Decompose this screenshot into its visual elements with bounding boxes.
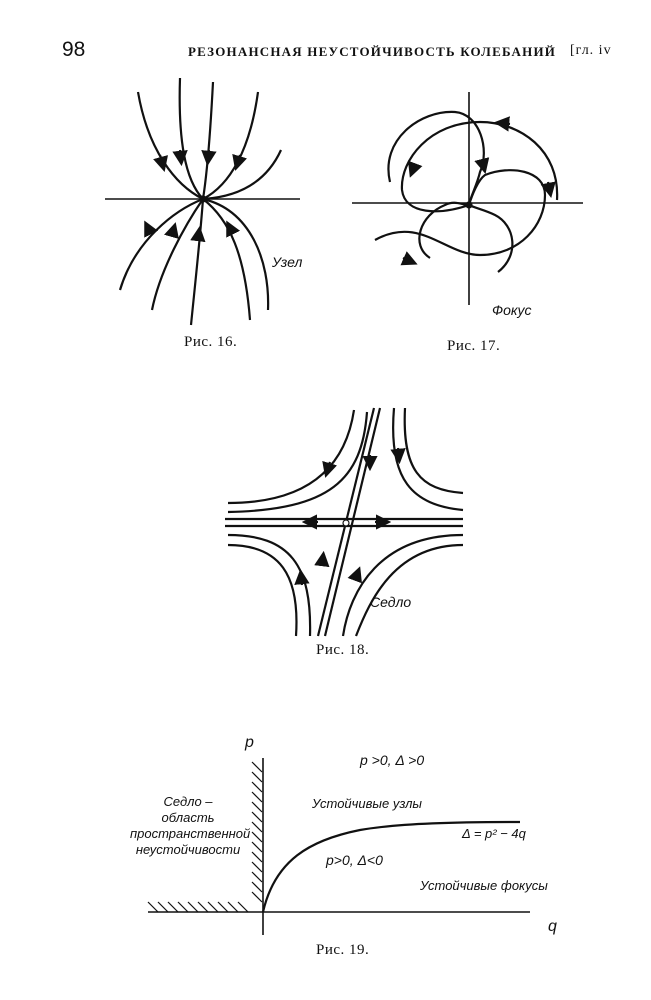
saddle-text-line: область xyxy=(161,810,215,825)
fig16-arrow xyxy=(180,150,181,160)
figure-18-saddle xyxy=(225,408,463,636)
fig19-saddle-region-text xyxy=(130,794,251,858)
figure-16-node xyxy=(105,78,303,325)
fig18-trajectory xyxy=(393,408,463,510)
fig16-trajectory xyxy=(203,199,268,310)
saddle-text-line: пространственной xyxy=(130,826,251,841)
fig17-spiral xyxy=(469,205,512,272)
fig18-trajectory xyxy=(356,545,463,636)
fig18-trajectory xyxy=(343,535,463,636)
fig18-saddle-point xyxy=(343,520,349,526)
fig17-arrow xyxy=(500,123,510,124)
fig18-label: Седло xyxy=(370,594,412,610)
page-number: 98 xyxy=(62,38,86,61)
fig19-p-axis-label: p xyxy=(245,734,254,751)
fig16-label: Узел xyxy=(272,254,303,270)
fig19-region-top: p >0, Δ >0 xyxy=(360,752,425,768)
saddle-text-line: Седло – xyxy=(163,794,213,809)
fig16-trajectory xyxy=(191,199,203,325)
fig16-arrow xyxy=(147,226,150,232)
fig17-arrow xyxy=(412,164,415,172)
fig18-trajectory xyxy=(228,535,310,636)
fig18-arrow xyxy=(398,448,399,458)
fig17-spiral xyxy=(375,170,545,255)
fig16-node-point xyxy=(201,197,206,202)
fig16-caption: Рис. 16. xyxy=(184,334,238,350)
fig19-stable-nodes: Устойчивые узлы xyxy=(312,796,422,811)
fig17-label: Фокус xyxy=(492,302,532,318)
fig17-caption: Рис. 17. xyxy=(447,338,501,354)
fig19-caption: Рис. 19. xyxy=(316,942,370,958)
fig18-arrow xyxy=(301,575,302,585)
fig19-region-mid: p>0, Δ<0 xyxy=(326,852,383,868)
fig16-arrow xyxy=(198,232,199,240)
fig19-stable-foci: Устойчивые фокусы xyxy=(420,878,548,893)
fig16-arrow xyxy=(172,228,174,235)
fig16-trajectory xyxy=(152,199,203,310)
fig19-hatching-vertical xyxy=(252,762,262,902)
running-title: РЕЗОНАНСНАЯ НЕУСТОЙЧИВОСТЬ КОЛЕБАНИЙ xyxy=(188,44,557,59)
fig18-trajectory xyxy=(228,412,367,512)
fig18-caption: Рис. 18. xyxy=(316,642,370,658)
fig16-trajectory xyxy=(203,82,213,199)
fig18-arrow xyxy=(322,557,323,565)
fig16-trajectory xyxy=(180,78,203,199)
fig16-arrow xyxy=(160,155,163,166)
fig18-arrow xyxy=(327,462,330,472)
fig19-hatching-horizontal xyxy=(148,902,248,912)
fig17-spiral xyxy=(402,122,557,211)
fig19-q-axis-label: q xyxy=(548,918,557,935)
fig16-arrow xyxy=(208,150,209,160)
fig17-arrow xyxy=(403,258,412,262)
fig18-trajectory xyxy=(228,545,296,636)
figure-17-focus xyxy=(352,92,583,305)
saddle-text-line: неустойчивости xyxy=(135,842,241,857)
fig18-trajectory xyxy=(405,408,463,493)
fig19-curve-label: Δ = p² − 4q xyxy=(462,826,526,841)
fig18-arrow xyxy=(355,572,358,580)
fig17-arrow xyxy=(548,182,550,192)
fig16-arrow xyxy=(237,155,240,165)
fig18-trajectory xyxy=(228,410,354,503)
fig16-trajectory xyxy=(203,199,250,320)
chapter-marker: [гл. iv xyxy=(570,43,612,58)
fig17-focus-point xyxy=(467,203,472,208)
